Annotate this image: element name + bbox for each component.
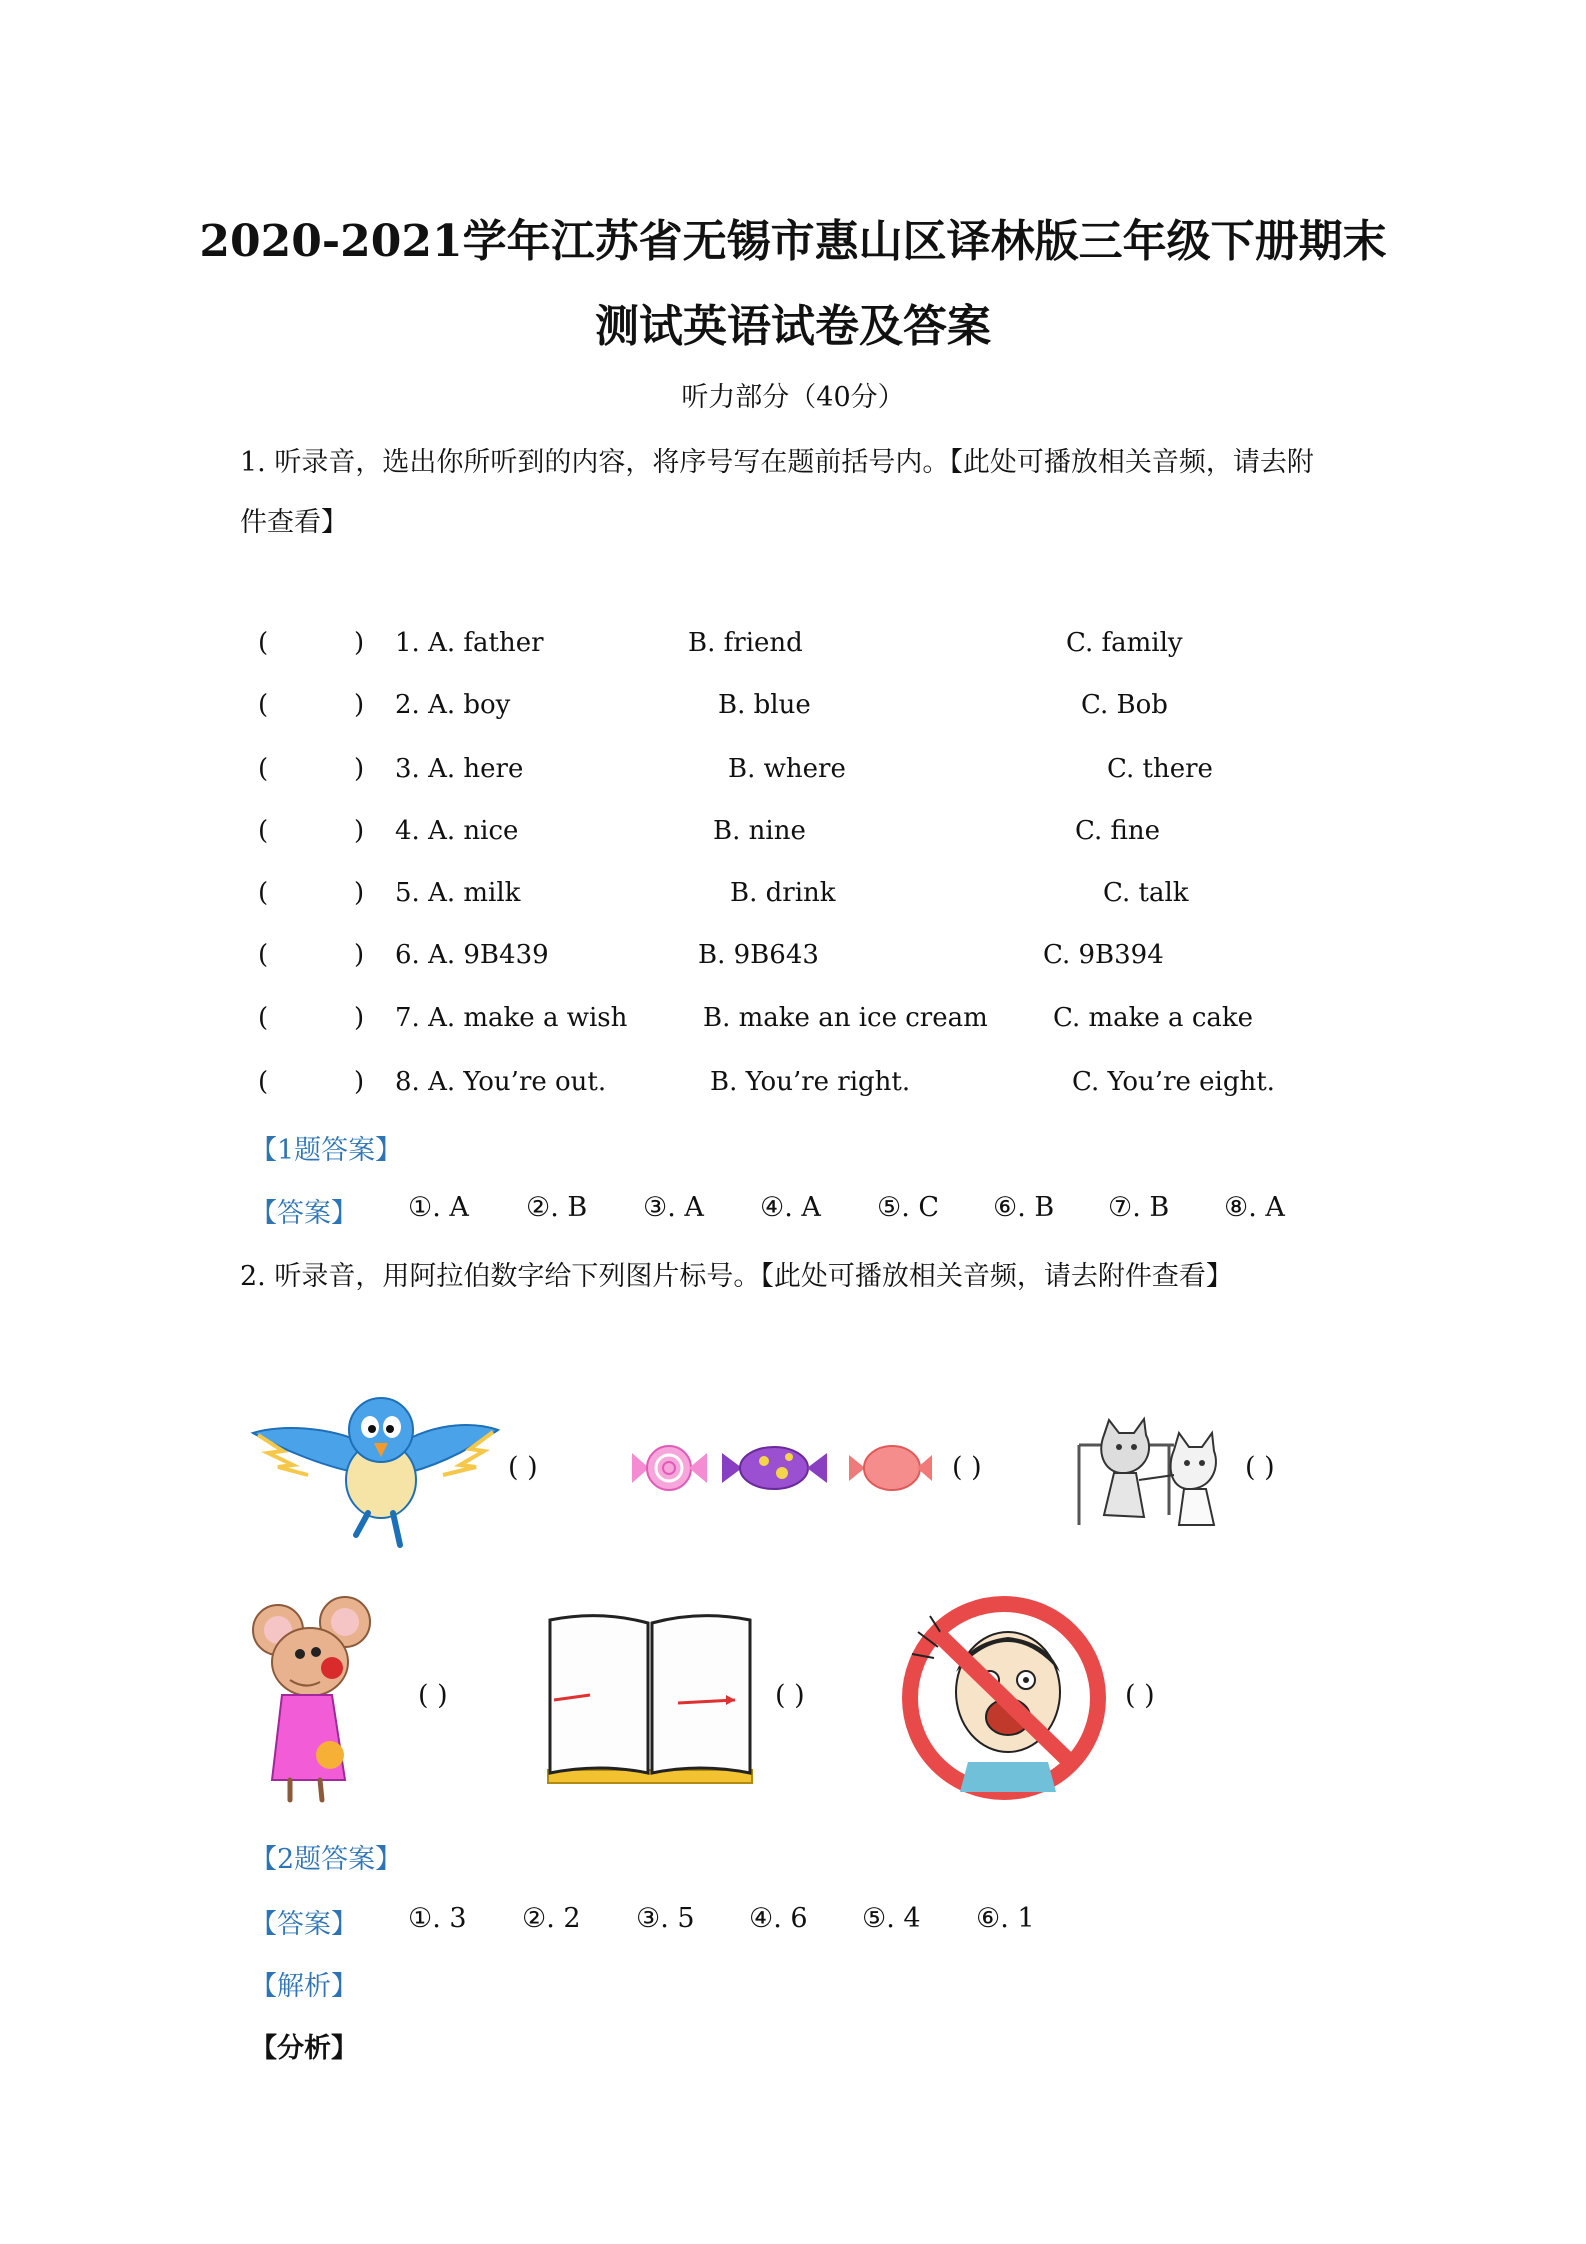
paren-close: ) [354,690,365,720]
cats-icon [1074,1405,1224,1530]
q2-blank-2: ( ) [952,1452,982,1483]
q1-item-5 [0,878,1586,918]
q2-answer-1: ①. 3 [408,1903,467,1934]
q1-answer-3: ③. A [643,1192,704,1223]
q1-answer-8: ⑧. A [1224,1192,1285,1223]
q2-answer-3: ③. 5 [636,1903,695,1934]
option-b: B. where [728,754,846,784]
q2-answer-header: 【2题答案】 [250,1844,403,1875]
q2-answer-6: ⑥. 1 [976,1903,1035,1934]
paren-close: ) [354,940,365,970]
paren-close: ) [354,816,365,846]
q2-blank-1: ( ) [508,1452,538,1483]
candy-icon [627,1433,937,1503]
mouse-icon [250,1590,380,1805]
paren-close: ) [354,754,365,784]
q1-item-6 [0,940,1586,980]
option-a: 7. A. make a wish [395,1003,628,1033]
q2-blank-3: ( ) [1245,1452,1275,1483]
q1-instruction-line1: 1. 听录音，选出你所听到的内容，将序号写在题前括号内。【此处可播放相关音频，请去附 [240,447,1314,478]
q2-blank-4: ( ) [418,1680,448,1711]
option-a: 5. A. milk [395,878,521,908]
paren-open: ( [258,690,269,720]
option-c: C. family [1066,628,1183,658]
option-c: C. make a cake [1053,1003,1254,1033]
q1-item-8 [0,1067,1586,1107]
option-c: C. You’re eight. [1072,1067,1275,1097]
option-b: B. friend [688,628,803,658]
paren-open: ( [258,816,269,846]
q1-item-3 [0,754,1586,794]
q1-answer-2: ②. B [526,1192,588,1223]
q1-answer-7: ⑦. B [1108,1192,1170,1223]
paren-close: ) [354,878,365,908]
q2-answer-5: ⑤. 4 [862,1903,921,1934]
paren-open: ( [258,878,269,908]
option-a: 4. A. nice [395,816,519,846]
q1-item-2 [0,690,1586,730]
option-a: 8. A. You’re out. [395,1067,607,1097]
q1-answer-6: ⑥. B [993,1192,1055,1223]
q2-blank-5: ( ) [775,1680,805,1711]
q2-answer-label: 【答案】 [250,1909,358,1940]
option-b: B. make an ice cream [703,1003,988,1033]
q1-item-1 [0,628,1586,668]
doc-title-line1: 2020-2021学年江苏省无锡市惠山区译林版三年级下册期末 [199,216,1387,267]
option-c: C. talk [1103,878,1189,908]
option-a: 1. A. father [395,628,544,658]
paren-close: ) [354,1003,365,1033]
q1-answer-header: 【1题答案】 [250,1135,403,1166]
q1-item-7 [0,1003,1586,1043]
book-icon [540,1605,760,1790]
q2-analysis-label: 【解析】 [250,1971,358,2002]
option-a: 6. A. 9B439 [395,940,549,970]
no-shouting-icon [898,1592,1110,1804]
q1-answer-5: ⑤. C [877,1192,940,1223]
option-c: C. there [1107,754,1213,784]
q2-fenxi-label: 【分析】 [250,2033,358,2064]
paren-open: ( [258,1003,269,1033]
section-heading: 听力部分（40分） [681,382,905,413]
q1-instruction-line2: 件查看】 [240,507,348,538]
paren-close: ) [354,1067,365,1097]
q2-blank-6: ( ) [1125,1680,1155,1711]
option-a: 2. A. boy [395,690,511,720]
q1-answer-4: ④. A [760,1192,821,1223]
option-b: B. You’re right. [710,1067,911,1097]
option-b: B. 9B643 [698,940,819,970]
q2-instruction: 2. 听录音，用阿拉伯数字给下列图片标号。【此处可播放相关音频，请去附件查看】 [240,1261,1233,1292]
q1-answer-label: 【答案】 [250,1198,358,1229]
paren-open: ( [258,628,269,658]
option-b: B. drink [730,878,836,908]
paren-open: ( [258,754,269,784]
bird-icon [248,1385,503,1550]
paren-open: ( [258,940,269,970]
option-c: C. 9B394 [1043,940,1164,970]
paren-close: ) [354,628,365,658]
option-a: 3. A. here [395,754,524,784]
option-b: B. nine [713,816,806,846]
paren-open: ( [258,1067,269,1097]
q1-answer-1: ①. A [408,1192,469,1223]
doc-title-line2: 测试英语试卷及答案 [595,301,991,352]
q2-answer-2: ②. 2 [522,1903,581,1934]
option-c: C. Bob [1081,690,1168,720]
option-b: B. blue [718,690,811,720]
q1-item-4 [0,816,1586,856]
q2-answer-4: ④. 6 [749,1903,808,1934]
option-c: C. fine [1075,816,1160,846]
